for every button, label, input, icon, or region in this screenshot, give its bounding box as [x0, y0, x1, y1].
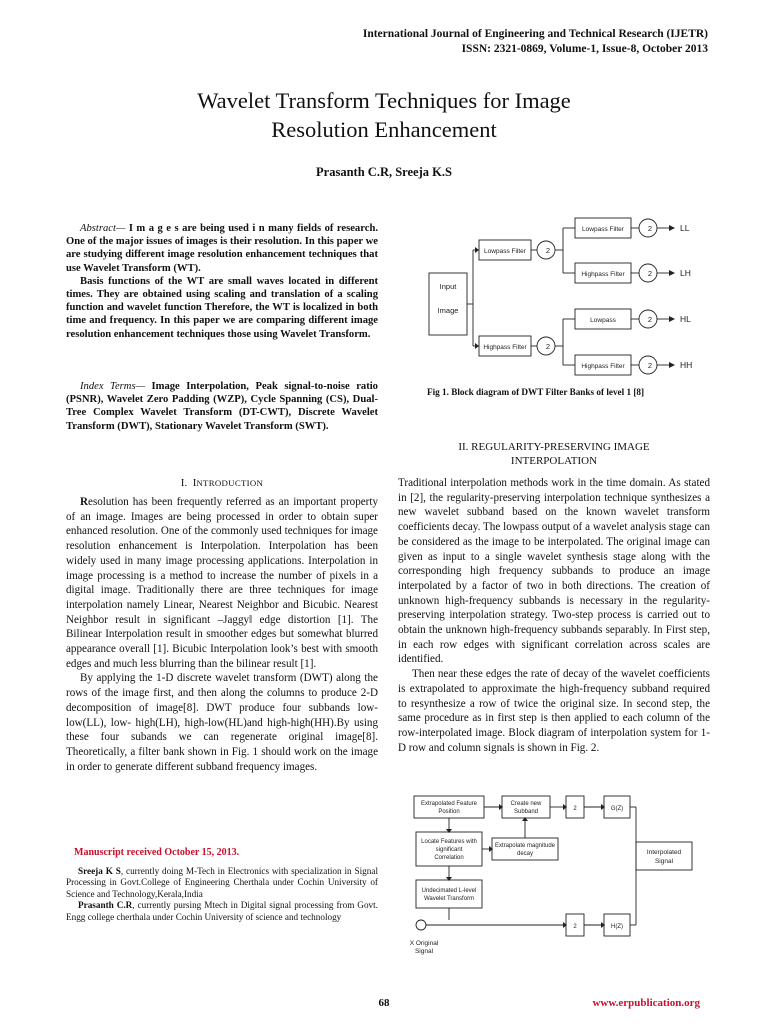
introduction-body	[66, 495, 378, 774]
paper-title	[60, 86, 708, 144]
fig2-interp-line2: Signal	[654, 858, 674, 865]
intro-paragraph-2: By applying the 1-D discrete wavelet transform (DWT) along the rows of the image first, and then along the columns to produce 2-D decomposition of image[8]. DWT produce four subbands low-low(LL), low- high(LH), high-low(HL)and high-high(HH).By using these four subands we can regenerate original image[8]. Theoretically, a filter bank shown in Fig. 1 should work on the image in order to generate different subband frequency images.	[66, 672, 378, 773]
fig1-lowpass-filter-2: Lowpass Filter	[582, 226, 624, 233]
intro-paragraph-1	[66, 495, 378, 671]
fig1-down2-f: 2	[647, 361, 653, 370]
fig1-down2-b: 2	[545, 342, 551, 351]
fig1-lowpass-filter-1: Lowpass Filter	[484, 248, 526, 255]
abstract-text-1: I m a g e s are being used i n many fields of research. One of the major issues of images is their resolution. In this paper we are studying different image resolution enhancement techniques that use Wavelet Transform (WT).	[66, 223, 378, 274]
figure-2-interpolation-block-diagram	[404, 788, 714, 966]
fig1-lowpass-3: Lowpass	[590, 317, 616, 324]
abstract-lead: Abstract—	[80, 223, 126, 234]
author-footnotes	[66, 866, 378, 923]
fig1-down2-c: 2	[647, 224, 653, 233]
manuscript-received: Manuscript received October 15, 2013.	[74, 847, 240, 858]
footnote-1-name: Sreeja K S	[78, 866, 121, 876]
footnote-2-name: Prasanth C.R	[78, 900, 133, 911]
index-terms	[66, 380, 378, 433]
section-2-body	[398, 476, 710, 755]
fig2-up2-bottom: 2	[573, 924, 577, 930]
input-node-circle	[416, 920, 426, 930]
fig1-hh-label: HH	[680, 360, 693, 370]
fig2-extrapolated-line1: Extrapolated Feature	[420, 801, 478, 807]
intro-text-1: esolution has been frequently referred as an important property of an image. Images are being processed in order to obtain super enhanced resolution. One of the commonly used techniques for image resolution enhancement is Interpolation. Interpolation has been widely used in many image processing applications. Interpolation in image processing is a method to increase the number of pixels in a digital image. Traditionally there are three techniques for image interpolation namely Linear, Nearest Neighbor and Bicubic. Nearest Neighbor result in significant ‒Jaggyǁ edge distortion [1]. The Bilinear Interpolation result in smoother edges but somewhat blurred appearance overall [1]. Bicubic Interpolation look’s best with smooth edges and much less blurring than the bilinear result [1].	[66, 496, 378, 670]
fig2-up2-top: 2	[573, 806, 577, 812]
fig2-h-label: H(Z)	[611, 924, 623, 930]
footnote-2-text: , currently pursing Mtech in Digital signal processing from Govt. Engg college cherthala under Cochin University of science and technology	[66, 900, 378, 922]
fig1-down2-a: 2	[545, 246, 551, 255]
fig2-x-line2: Signal	[414, 948, 434, 955]
index-terms-lead: Index Terms—	[80, 381, 145, 392]
authors: Prasanth C.R, Sreeja K.S	[316, 165, 452, 179]
fig1-ll-label: LL	[680, 223, 690, 233]
fig1-highpass-filter-2: Highpass Filter	[581, 271, 625, 278]
fig2-locate-line3: Correlation	[434, 855, 464, 861]
journal-name: International Journal of Engineering and Technical Research (IJETR)	[362, 28, 708, 40]
title-line-2: Resolution Enhancement	[271, 117, 497, 142]
section-2-heading	[398, 440, 710, 468]
fig1-lh-label: LH	[680, 268, 691, 278]
abstract-paragraph-1	[66, 222, 378, 275]
page-number: 68	[378, 997, 390, 1009]
interpolated-signal-box	[636, 842, 692, 870]
undecimated-wavelet-box	[416, 880, 482, 908]
section-2-paragraph-1: Traditional interpolation methods work in the time domain. As stated in [2], the regularity-preserving interpolation technique synthesizes a new wavelet subband based on the known wavelet transform coefficients decay. The lowpass output of a wavelet analysis stage can be considered as the image to be interpolated. The original image can given as input to a single wavelet synthesis stage along with the corresponding high frequency subbands to produce an image interpolated by a factor of two in both directions. The creation of unknown high-frequency subbands is necessary in the regularity-preserving interpolation strategy. Two-step process is carried out to obtain the unknown high-frequency subbands separably. In First step, in each row edges with significant correlation across scales are identified.	[398, 477, 710, 666]
title-line-1: Wavelet Transform Techniques for Image	[197, 88, 571, 113]
footnote-1-text: , currently doing M-Tech in Electronics with specialization in Signal Processing in Govt.College of Engineering Cherthala under Cochin University of Science and Technology,Kerala,India	[66, 866, 378, 899]
fig2-create-line1: Create new	[510, 801, 542, 807]
section-2-line-1: II. REGULARITY-PRESERVING IMAGE	[458, 441, 650, 453]
fig1-highpass-filter-1: Highpass Filter	[483, 344, 527, 351]
fig2-create-line2: Subband	[513, 809, 539, 815]
abstract-paragraph-2: Basis functions of the WT are small waves located in different times. They are obtained using scaling and translation of a scaling function and wavelet function Therefore, the WT is localized in both time and frequency. In this paper we are comparing different image resolution enhancement techniques those using Wavelet Transform.	[66, 275, 378, 340]
index-terms-text: Image Interpolation, Peak signal-to-noise ratio (PSNR), Wavelet Zero Padding (WZP), Cycle Spanning (CS), Dual-Tree Complex Wavelet Transform (DT-CWT), Discrete Wavelet Transform (DWT), Stationary Wavelet Transform (SWT).	[66, 381, 378, 432]
fig1-input-label: Input	[439, 282, 457, 291]
fig2-undec-line2: Wavelet Transform	[423, 896, 475, 902]
section-1-rest: NTRODUCTION	[196, 478, 264, 488]
journal-issn: ISSN: 2321-0869, Volume-1, Issue-8, October 2013	[461, 43, 708, 55]
fig1-image-label: Image	[437, 306, 459, 315]
fig2-extrapolated-line2: Position	[438, 809, 460, 815]
fig1-highpass-filter-4: Highpass Filter	[581, 363, 625, 370]
fig1-down2-d: 2	[647, 269, 653, 278]
fig2-extrap-mag-line1: Extrapolate magnitude	[494, 843, 556, 849]
section-1-number: I.	[180, 477, 188, 489]
section-1-heading	[66, 476, 378, 490]
fig2-extrap-mag-line2: decay	[516, 851, 534, 857]
fig1-down2-e: 2	[647, 315, 653, 324]
section-2-line-2: INTERPOLATION	[510, 455, 598, 467]
fig2-interp-line1: Interpolated	[646, 849, 682, 856]
publisher-website[interactable]: www.erpublication.org	[592, 997, 700, 1009]
fig2-g-label: G(Z)	[610, 806, 624, 812]
figure-1-caption: Fig 1. Block diagram of DWT Filter Banks of level 1 [8]	[427, 387, 645, 397]
abstract	[66, 222, 378, 341]
fig2-x-line1: X Original	[409, 940, 439, 947]
footnote-2	[66, 900, 378, 923]
drop-cap: R	[80, 496, 89, 508]
figure-1-dwt-filter-bank	[425, 205, 715, 380]
section-2-paragraph-2: Then near these edges the rate of decay of the wavelet coefficients is extrapolated to approximate the high-frequency subband required to resynthesize a row of twice the original size. In second step, the same procedure as in first step is then applied to each column of the row-interpolated image. Block diagram of interpolation system for 1-D row and column signals is shown in Fig. 2.	[398, 668, 710, 754]
fig2-locate-line2: significant	[435, 847, 463, 853]
fig2-undec-line1: Undecimated L-level	[421, 888, 477, 894]
fig1-hl-label: HL	[680, 314, 691, 324]
fig2-locate-line1: Locate Features with	[421, 839, 477, 845]
section-1-initial: I	[192, 477, 197, 489]
footnote-1	[66, 866, 378, 900]
